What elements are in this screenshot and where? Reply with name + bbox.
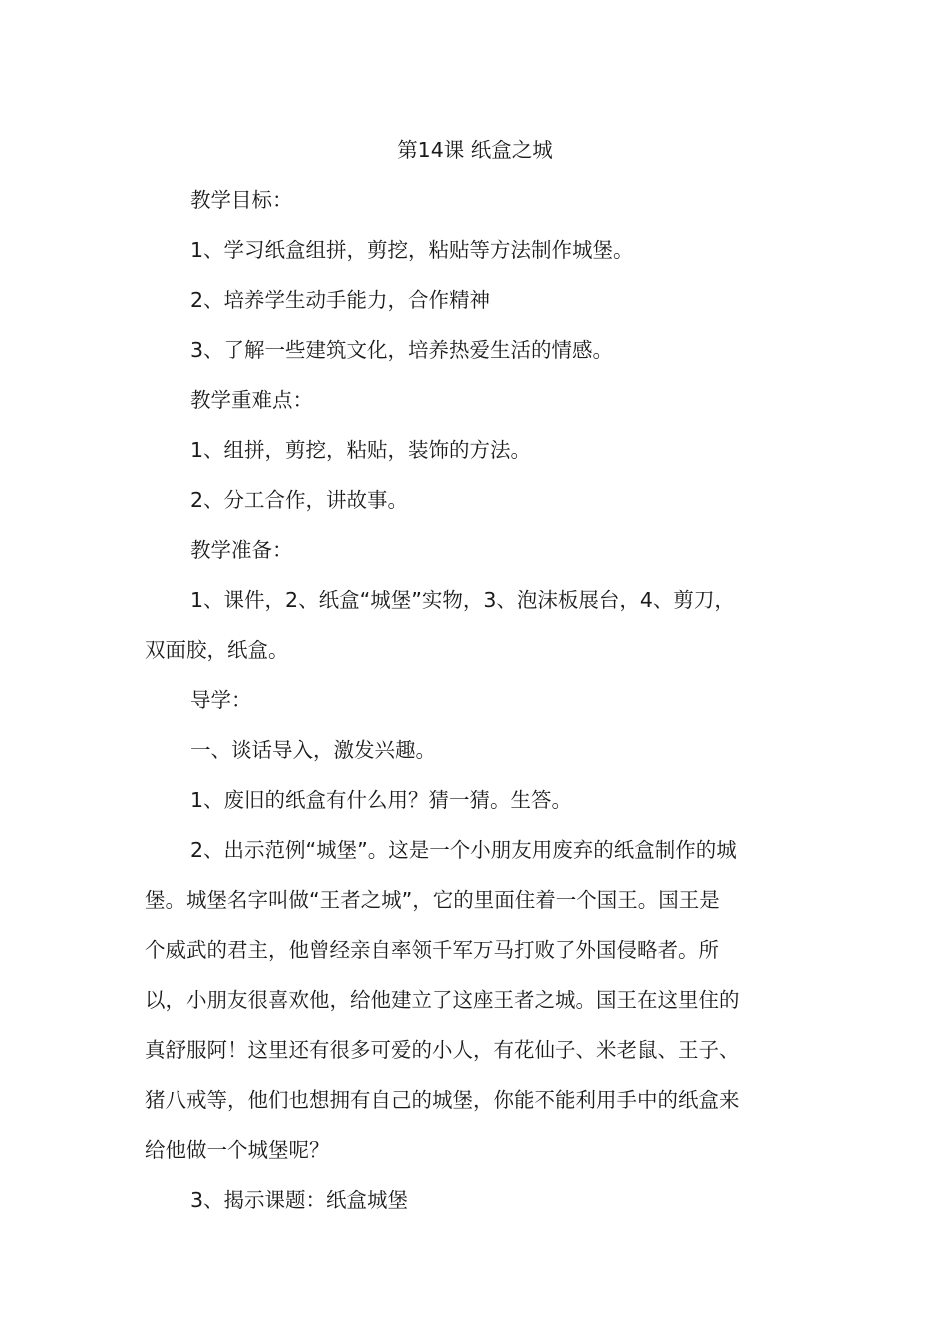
section-heading-guide: 导学： bbox=[190, 688, 252, 712]
section-heading-objectives: 教学目标： bbox=[190, 188, 293, 212]
paragraph-line: 个威武的君主，他曾经亲自率领千军万马打败了外国侵略者。所 bbox=[145, 938, 719, 962]
page-title: 第14课 纸盒之城 bbox=[397, 138, 553, 162]
paragraph-line: 真舒服阿！这里还有很多可爱的小人，有花仙子、米老鼠、王子、 bbox=[145, 1038, 740, 1062]
paragraph-line: 以，小朋友很喜欢他，给他建立了这座王者之城。国王在这里住的 bbox=[145, 988, 740, 1012]
paragraph-line: 给他做一个城堡呢？ bbox=[145, 1138, 330, 1162]
paragraph-line: 3、揭示课题：纸盒城堡 bbox=[190, 1188, 409, 1212]
paragraph-line: 1、学习纸盒组拼，剪挖，粘贴等方法制作城堡。 bbox=[190, 238, 634, 262]
section-heading-key-points: 教学重难点： bbox=[190, 388, 313, 412]
section-heading-preparation: 教学准备： bbox=[190, 538, 293, 562]
paragraph-line: 一、谈话导入，激发兴趣。 bbox=[190, 738, 436, 762]
paragraph-line: 2、培养学生动手能力，合作精神 bbox=[190, 288, 491, 312]
paragraph-line: 双面胶，纸盒。 bbox=[145, 638, 289, 662]
paragraph-line: 1、组拼，剪挖，粘贴，装饰的方法。 bbox=[190, 438, 532, 462]
paragraph-line: 3、了解一些建筑文化，培养热爱生活的情感。 bbox=[190, 338, 614, 362]
paragraph-line: 2、分工合作，讲故事。 bbox=[190, 488, 409, 512]
paragraph-line: 堡。城堡名字叫做“王者之城”，它的里面住着一个国王。国王是 bbox=[145, 888, 720, 912]
paragraph-line: 1、课件，2、纸盒“城堡”实物，3、泡沫板展台，4、剪刀， bbox=[190, 588, 735, 612]
paragraph-line: 2、出示范例“城堡”。这是一个小朋友用废弃的纸盒制作的城 bbox=[190, 838, 737, 862]
paragraph-line: 1、废旧的纸盒有什么用？猜一猜。生答。 bbox=[190, 788, 573, 812]
paragraph-line: 猪八戒等，他们也想拥有自己的城堡，你能不能利用手中的纸盒来 bbox=[145, 1088, 740, 1112]
